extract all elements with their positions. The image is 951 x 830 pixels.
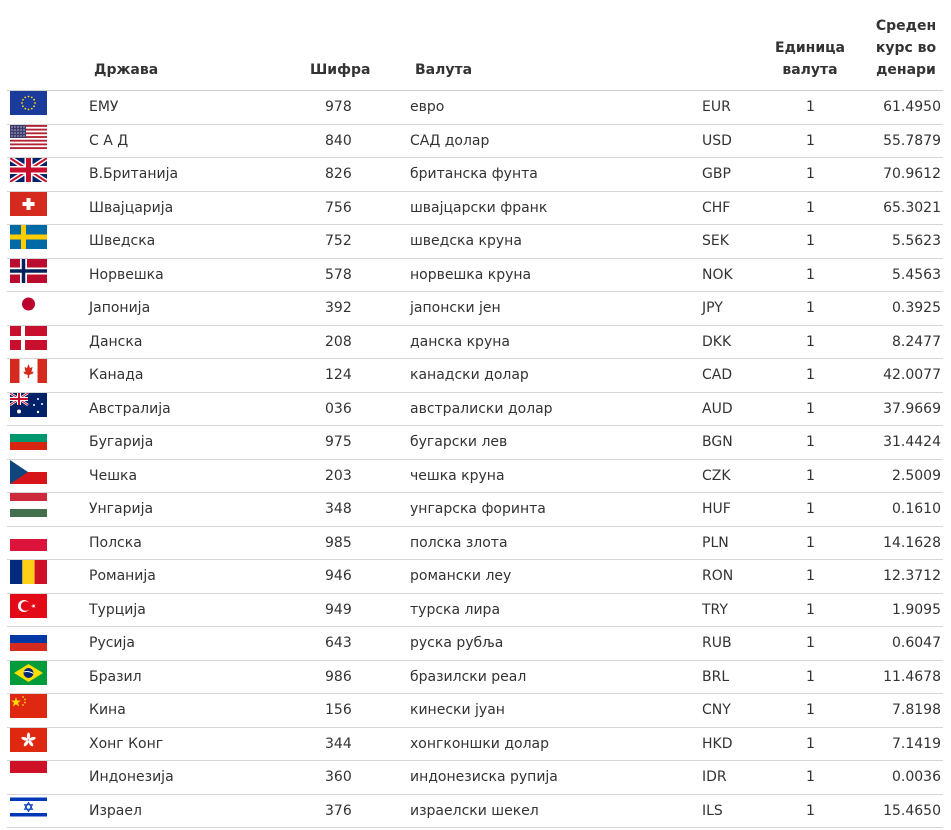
us-flag-icon	[10, 125, 47, 149]
cell-unit: 1	[806, 601, 815, 618]
column-header-unit-line1: Единица	[775, 40, 845, 56]
cell-iso: CZK	[702, 467, 731, 484]
cell-country: Кина	[89, 702, 126, 718]
cell-iso: SEK	[702, 233, 729, 249]
cell-unit: 1	[806, 534, 815, 551]
cell-currency: австралиски долар	[410, 400, 553, 417]
cell-iso: RON	[702, 568, 734, 584]
cell-code: 208	[325, 333, 352, 350]
table-row	[7, 326, 943, 360]
hk-flag-icon	[10, 728, 47, 752]
cell-code: 986	[325, 668, 352, 685]
cell-code: 392	[325, 300, 352, 316]
cell-unit: 1	[806, 333, 815, 350]
cell-currency: индонезиска рупија	[410, 769, 558, 785]
cell-currency: кинески јуан	[410, 702, 505, 718]
cell-iso: PLN	[702, 534, 729, 551]
cell-unit: 1	[806, 367, 815, 383]
cell-unit: 1	[806, 668, 815, 685]
cell-iso: TRY	[702, 601, 728, 618]
cell-iso: HUF	[702, 501, 731, 517]
ca-flag-icon	[10, 359, 47, 383]
table-row	[7, 225, 943, 259]
cell-currency: бугарски лев	[410, 434, 508, 450]
cell-country: Данска	[89, 333, 143, 350]
cell-iso: BRL	[702, 668, 730, 685]
cell-unit: 1	[806, 568, 815, 584]
table-row	[7, 460, 943, 494]
cell-country: Чешка	[89, 467, 138, 484]
cell-country: Полска	[89, 534, 142, 551]
cell-unit: 1	[806, 166, 815, 182]
pl-flag-icon	[10, 527, 47, 551]
id-flag-icon	[10, 761, 47, 785]
cell-code: 643	[325, 635, 352, 651]
cell-currency: шведска круна	[410, 233, 522, 249]
cell-iso: JPY	[702, 300, 723, 316]
cell-currency: данска круна	[410, 333, 510, 350]
uk-flag-icon	[10, 158, 47, 182]
cell-unit: 1	[806, 702, 815, 718]
cell-country: Романија	[89, 568, 156, 584]
cell-rate: 55.7879	[883, 132, 941, 149]
cell-currency: израелски шекел	[410, 802, 539, 819]
cell-country: В.Британија	[89, 166, 179, 182]
cell-country: Индонезија	[89, 769, 174, 785]
cell-country: С А Д	[89, 132, 129, 149]
cell-code: 124	[325, 367, 352, 383]
cell-unit: 1	[806, 802, 815, 819]
cell-rate: 7.1419	[892, 735, 941, 752]
cell-rate: 0.1610	[892, 501, 941, 517]
tr-flag-icon	[10, 594, 47, 618]
il-flag-icon	[10, 795, 47, 819]
cell-code: 756	[325, 199, 352, 216]
cell-rate: 8.2477	[892, 333, 941, 350]
cell-rate: 31.4424	[883, 434, 941, 450]
cell-code: 752	[325, 233, 352, 249]
cell-unit: 1	[806, 99, 815, 115]
cell-country: Турција	[89, 601, 146, 618]
cell-rate: 0.6047	[892, 635, 941, 651]
cell-unit: 1	[806, 199, 815, 216]
cell-country: Швајцарија	[89, 199, 174, 216]
cell-currency: полска злота	[410, 534, 508, 551]
cell-rate: 0.0036	[892, 769, 941, 785]
cell-rate: 14.1628	[883, 534, 941, 551]
table-row	[7, 125, 943, 159]
cell-unit: 1	[806, 635, 815, 651]
cell-rate: 7.8198	[892, 702, 941, 718]
cell-iso: GBP	[702, 166, 731, 182]
cell-code: 376	[325, 802, 352, 819]
cell-currency: бразилски реал	[410, 668, 527, 685]
column-header-country: Држава	[94, 62, 159, 78]
table-row	[7, 795, 943, 829]
cell-rate: 5.5623	[892, 233, 941, 249]
jp-flag-icon	[10, 292, 47, 316]
cell-code: 578	[325, 266, 352, 283]
cell-code: 156	[325, 702, 352, 718]
column-header-rate-line1: Среден	[875, 18, 937, 34]
cell-code: 978	[325, 99, 352, 115]
cell-code: 360	[325, 769, 352, 785]
cell-code: 946	[325, 568, 352, 584]
cell-unit: 1	[806, 300, 815, 316]
cell-iso: CAD	[702, 367, 733, 383]
table-row	[7, 560, 943, 594]
bg-flag-icon	[10, 426, 47, 450]
cell-iso: HKD	[702, 735, 733, 752]
cell-rate: 61.4950	[883, 99, 941, 115]
cell-currency: САД долар	[410, 132, 490, 149]
table-row	[7, 594, 943, 628]
cell-iso: ILS	[702, 802, 723, 819]
cell-country: Австралија	[89, 400, 171, 417]
table-row	[7, 627, 943, 661]
column-header-unit	[771, 37, 849, 81]
cell-country: Русија	[89, 635, 135, 651]
cell-unit: 1	[806, 266, 815, 283]
se-flag-icon	[10, 225, 47, 249]
table-row	[7, 728, 943, 762]
cell-code: 348	[325, 501, 352, 517]
table-row	[7, 359, 943, 393]
cell-rate: 5.4563	[892, 266, 941, 283]
cell-currency: швајцарски франк	[410, 199, 548, 216]
cell-rate: 1.9095	[892, 601, 941, 618]
cell-unit: 1	[806, 132, 815, 149]
cell-rate: 11.4678	[883, 668, 941, 685]
cell-code: 975	[325, 434, 352, 450]
no-flag-icon	[10, 259, 47, 283]
cell-country: Норвешка	[89, 266, 164, 283]
cell-iso: CHF	[702, 199, 731, 216]
cell-code: 840	[325, 132, 352, 149]
cell-rate: 37.9669	[883, 400, 941, 417]
cell-currency: хонгконшки долар	[410, 735, 550, 752]
cell-iso: RUB	[702, 635, 732, 651]
cell-currency: турска лира	[410, 601, 501, 618]
cell-currency: евро	[410, 99, 445, 115]
cell-unit: 1	[806, 501, 815, 517]
cell-currency: романски леу	[410, 568, 512, 584]
cell-unit: 1	[806, 467, 815, 484]
cell-currency: британска фунта	[410, 166, 538, 182]
cell-unit: 1	[806, 769, 815, 785]
column-header-rate-line2: курс во	[875, 40, 937, 56]
cell-country: Унгарија	[89, 501, 154, 517]
column-header-unit-line2: валута	[782, 62, 838, 78]
table-row	[7, 393, 943, 427]
cell-currency: норвешка круна	[410, 266, 532, 283]
cell-currency: јапонски јен	[410, 300, 501, 316]
cell-currency: руска рубља	[410, 635, 504, 651]
br-flag-icon	[10, 661, 47, 685]
cell-unit: 1	[806, 400, 815, 417]
cell-code: 203	[325, 467, 352, 484]
cell-rate: 15.4650	[883, 802, 941, 819]
table-row	[7, 661, 943, 695]
hu-flag-icon	[10, 493, 47, 517]
cell-rate: 2.5009	[892, 467, 941, 484]
cell-unit: 1	[806, 735, 815, 752]
cell-country: Бразил	[89, 668, 142, 685]
cell-currency: чешка круна	[410, 467, 505, 484]
dk-flag-icon	[10, 326, 47, 350]
cell-unit: 1	[806, 434, 815, 450]
cell-code: 949	[325, 601, 352, 618]
cell-country: Шведска	[89, 233, 156, 249]
cell-country: Јапонија	[89, 300, 151, 316]
cell-country: Бугарија	[89, 434, 154, 450]
cell-code: 344	[325, 735, 352, 752]
table-row	[7, 694, 943, 728]
cell-iso: DKK	[702, 333, 732, 350]
ro-flag-icon	[10, 560, 47, 584]
table-body	[7, 91, 943, 828]
table-row	[7, 259, 943, 293]
column-header-rate-line3: денари	[876, 62, 936, 78]
cell-code: 985	[325, 534, 352, 551]
column-header-currency: Валута	[415, 62, 473, 78]
cn-flag-icon	[10, 694, 47, 718]
cell-country: Хонг Конг	[89, 735, 164, 752]
table-row	[7, 158, 943, 192]
table-row	[7, 493, 943, 527]
cell-iso: CNY	[702, 702, 731, 718]
column-header-code: Шифра	[310, 62, 371, 78]
eu-flag-icon	[10, 91, 47, 115]
ch-flag-icon	[10, 192, 47, 216]
ru-flag-icon	[10, 627, 47, 651]
cell-country: ЕМУ	[89, 99, 119, 115]
column-header-rate	[862, 15, 950, 81]
cell-iso: NOK	[702, 266, 733, 283]
cell-iso: BGN	[702, 434, 733, 450]
cz-flag-icon	[10, 460, 47, 484]
cell-iso: AUD	[702, 400, 733, 417]
au-flag-icon	[10, 393, 47, 417]
cell-currency: канадски долар	[410, 367, 529, 383]
cell-code: 826	[325, 166, 352, 182]
cell-iso: USD	[702, 132, 732, 149]
cell-currency: унгарска форинта	[410, 501, 546, 517]
cell-rate: 42.0077	[883, 367, 941, 383]
table-row	[7, 527, 943, 561]
cell-code: 036	[325, 400, 352, 417]
cell-rate: 65.3021	[883, 199, 941, 216]
table-row	[7, 192, 943, 226]
cell-country: Израел	[89, 802, 142, 819]
cell-country: Канада	[89, 367, 144, 383]
cell-rate: 70.9612	[883, 166, 941, 182]
table-row	[7, 761, 943, 795]
cell-unit: 1	[806, 233, 815, 249]
table-row	[7, 292, 943, 326]
cell-rate: 12.3712	[883, 568, 941, 584]
cell-rate: 0.3925	[892, 300, 941, 316]
cell-iso: IDR	[702, 769, 727, 785]
cell-iso: EUR	[702, 99, 731, 115]
table-row	[7, 426, 943, 460]
table-row	[7, 91, 943, 125]
